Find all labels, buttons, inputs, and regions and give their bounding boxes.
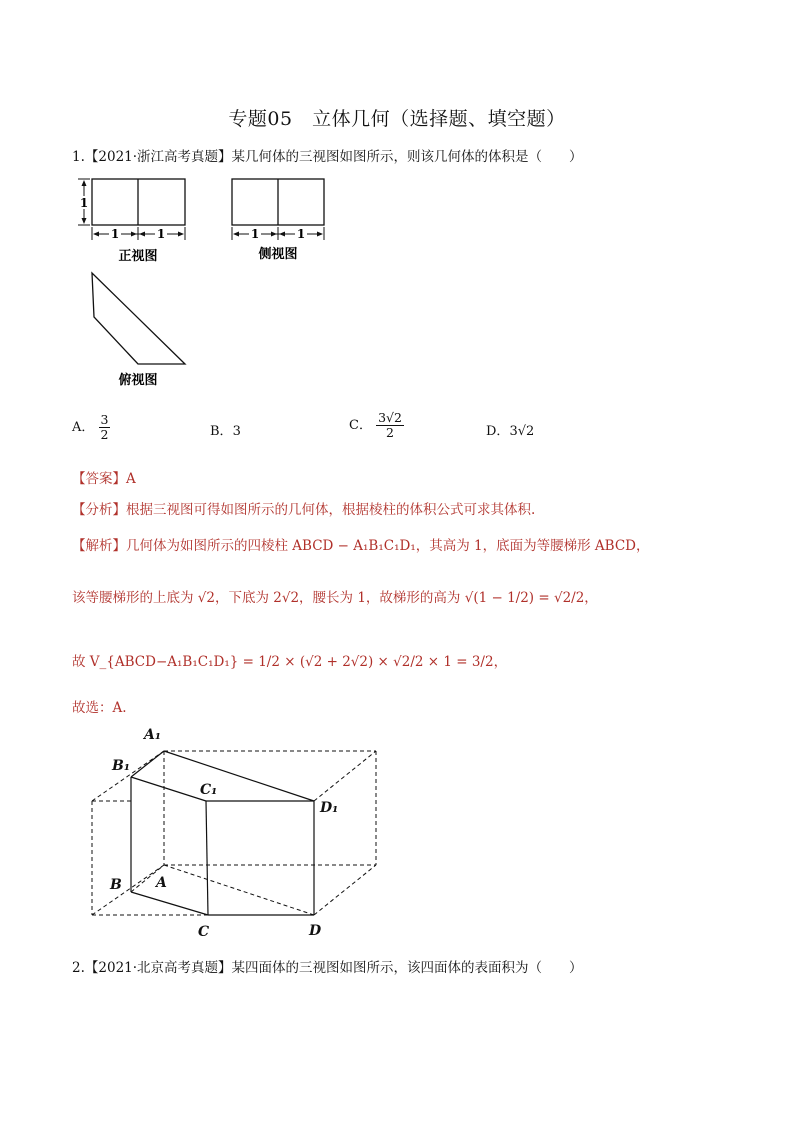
width-dimension-label: 1	[110, 227, 120, 241]
option-b[interactable]	[210, 420, 241, 439]
solution-tag: 【解析】	[72, 538, 126, 554]
denominator: 2	[386, 424, 394, 440]
question-text: 某几何体的三视图如图所示，则该几何体的体积是（ ）	[231, 149, 583, 165]
numerator: 3√2	[378, 410, 402, 425]
question-2-stem	[72, 956, 583, 976]
top-view-caption: 俯视图	[118, 373, 158, 388]
vertex-label-d: D	[309, 923, 322, 939]
analysis-line	[72, 498, 535, 518]
question-1-stem	[72, 145, 583, 165]
vertex-label-b1: B₁	[112, 758, 130, 774]
option-label: C．	[349, 417, 372, 433]
denominator: 2	[100, 426, 109, 442]
vertex-label-a1: A₁	[144, 727, 161, 743]
solution-line-3: 故 V_{ABCD−A₁B₁C₁D₁} = 1/2 × (√2 + 2√2) × √2/2 × 1 = 3/2，	[72, 654, 508, 670]
option-label: A．	[72, 419, 95, 435]
width-dimension-label: 1	[156, 227, 166, 241]
solution-line-1	[72, 534, 649, 554]
option-label: B．	[210, 424, 233, 439]
answer-value: A	[126, 471, 136, 487]
analysis-text: 根据三视图可得如图所示的几何体，根据棱柱的体积公式可求其体积.	[126, 502, 536, 518]
three-views-figure	[70, 170, 340, 390]
vertex-label-a: A	[156, 875, 167, 891]
prism-figure	[80, 722, 400, 947]
vertex-label-c1: C₁	[200, 782, 218, 798]
front-view-caption: 正视图	[118, 249, 158, 264]
vertex-label-b: B	[110, 877, 122, 893]
option-label: D．	[486, 424, 510, 439]
height-dimension-label: 1	[79, 196, 89, 210]
page-title: 专题05 立体几何（选择题、填空题）	[228, 108, 566, 130]
side-view-caption: 侧视图	[258, 247, 298, 262]
numerator: 3	[100, 412, 109, 427]
question-number: 2.	[72, 960, 85, 976]
answer-tag: 【答案】	[72, 471, 126, 487]
question-text: 某四面体的三视图如图所示，该四面体的表面积为（ ）	[231, 960, 583, 976]
option-a[interactable]	[72, 413, 110, 442]
fraction	[99, 413, 111, 442]
fraction	[376, 411, 404, 440]
option-value: 3	[232, 424, 241, 439]
width-dimension-label: 1	[296, 227, 306, 241]
solution-text: 几何体为如图所示的四棱柱 ABCD − A₁B₁C₁D₁，其高为 1，底面为等腰梯形 ABCD，	[126, 538, 650, 554]
question-number: 1.	[72, 149, 85, 165]
conclusion-line: 故选：A.	[72, 700, 127, 716]
width-dimension-label: 1	[250, 227, 260, 241]
answer-line	[72, 467, 136, 487]
vertex-label-c: C	[198, 924, 210, 940]
analysis-tag: 【分析】	[72, 502, 126, 518]
solution-line-2: 该等腰梯形的上底为 √2，下底为 2√2，腰长为 1，故梯形的高为 √(1 − 1/2) = √2/2，	[72, 590, 598, 606]
top-view-outline	[92, 273, 185, 364]
option-c[interactable]	[349, 411, 404, 440]
source-tag: 【2021·北京高考真题】	[84, 960, 232, 976]
option-value: 3√2	[509, 424, 535, 439]
source-tag: 【2021·浙江高考真题】	[84, 149, 232, 165]
option-d[interactable]	[486, 420, 534, 439]
vertex-label-d1: D₁	[320, 800, 339, 816]
